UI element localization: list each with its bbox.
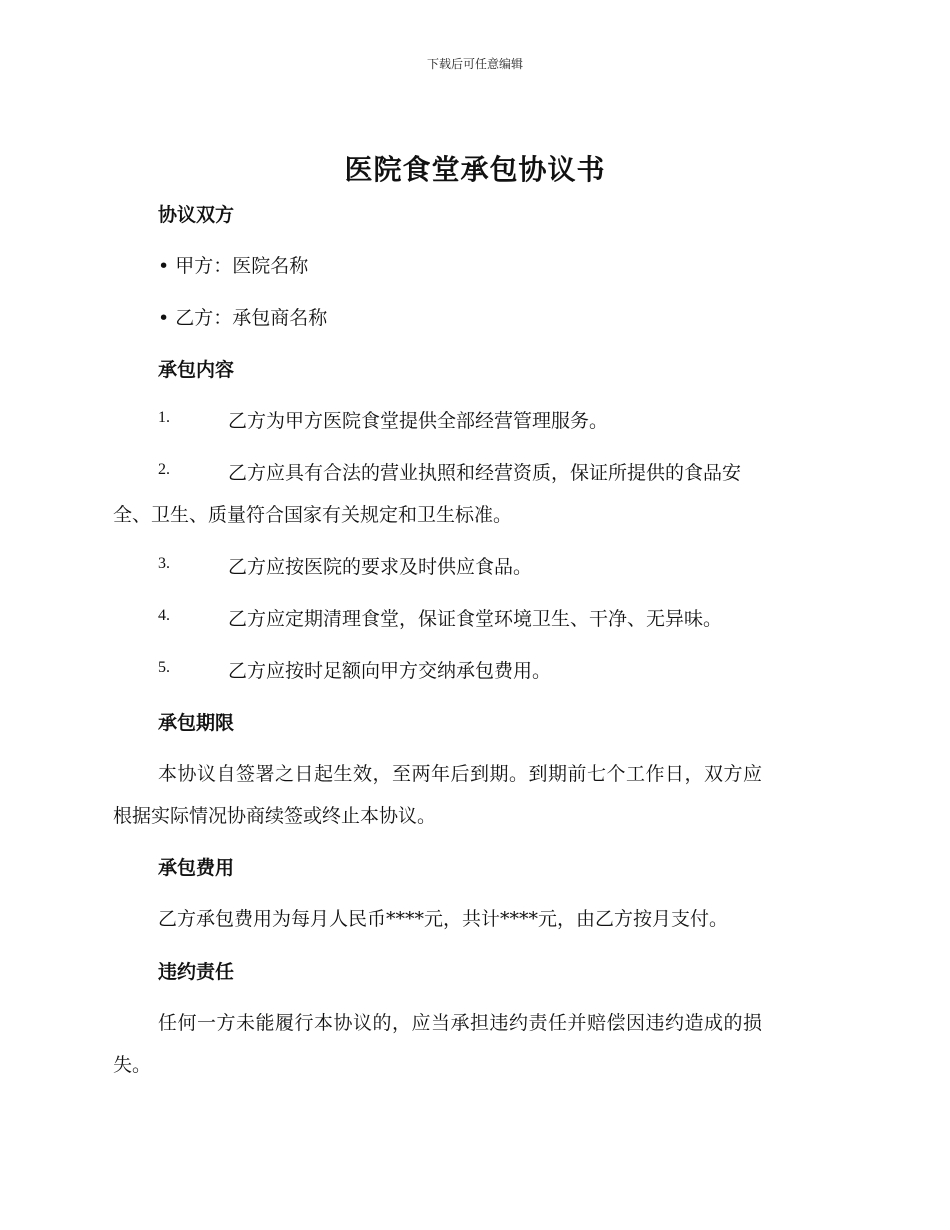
document-title: 医院食堂承包协议书 — [344, 153, 606, 186]
item-text: 乙方应按医院的要求及时供应食品。 — [228, 556, 533, 578]
item-number: 1. — [158, 409, 170, 426]
item-number: 4. — [158, 607, 170, 624]
section-heading-breach: 违约责任 — [158, 961, 235, 983]
party-b: • 乙方：承包商名称 — [158, 307, 328, 329]
paragraph-line: 本协议自签署之日起生效，至两年后到期。到期前七个工作日，双方应 — [158, 763, 763, 785]
paragraph-line: 任何一方未能履行本协议的，应当承担违约责任并赔偿因违约造成的损 — [158, 1012, 763, 1034]
party-a: • 甲方：医院名称 — [158, 255, 309, 277]
item-number: 5. — [158, 659, 170, 676]
item-text: 乙方应具有合法的营业执照和经营资质，保证所提供的食品安 — [228, 462, 742, 484]
item-text: 乙方应定期清理食堂，保证食堂环境卫生、干净、无异味。 — [228, 608, 723, 630]
section-heading-content: 承包内容 — [158, 359, 235, 381]
paragraph-line: 根据实际情况协商续签或终止本协议。 — [113, 805, 437, 827]
header-note: 下载后可任意编辑 — [426, 57, 523, 71]
paragraph-line: 乙方承包费用为每月人民币****元，共计****元，由乙方按月支付。 — [158, 908, 729, 930]
item-text: 乙方应按时足额向甲方交纳承包费用。 — [228, 660, 552, 682]
item-text-continued: 全、卫生、质量符合国家有关规定和卫生标准。 — [113, 504, 513, 526]
section-heading-parties: 协议双方 — [158, 204, 235, 226]
section-heading-fee: 承包费用 — [158, 857, 235, 879]
item-number: 3. — [158, 555, 170, 572]
paragraph-line: 失。 — [113, 1054, 152, 1076]
item-text: 乙方为甲方医院食堂提供全部经营管理服务。 — [228, 410, 609, 432]
section-heading-term: 承包期限 — [158, 712, 235, 734]
item-number: 2. — [158, 461, 170, 478]
